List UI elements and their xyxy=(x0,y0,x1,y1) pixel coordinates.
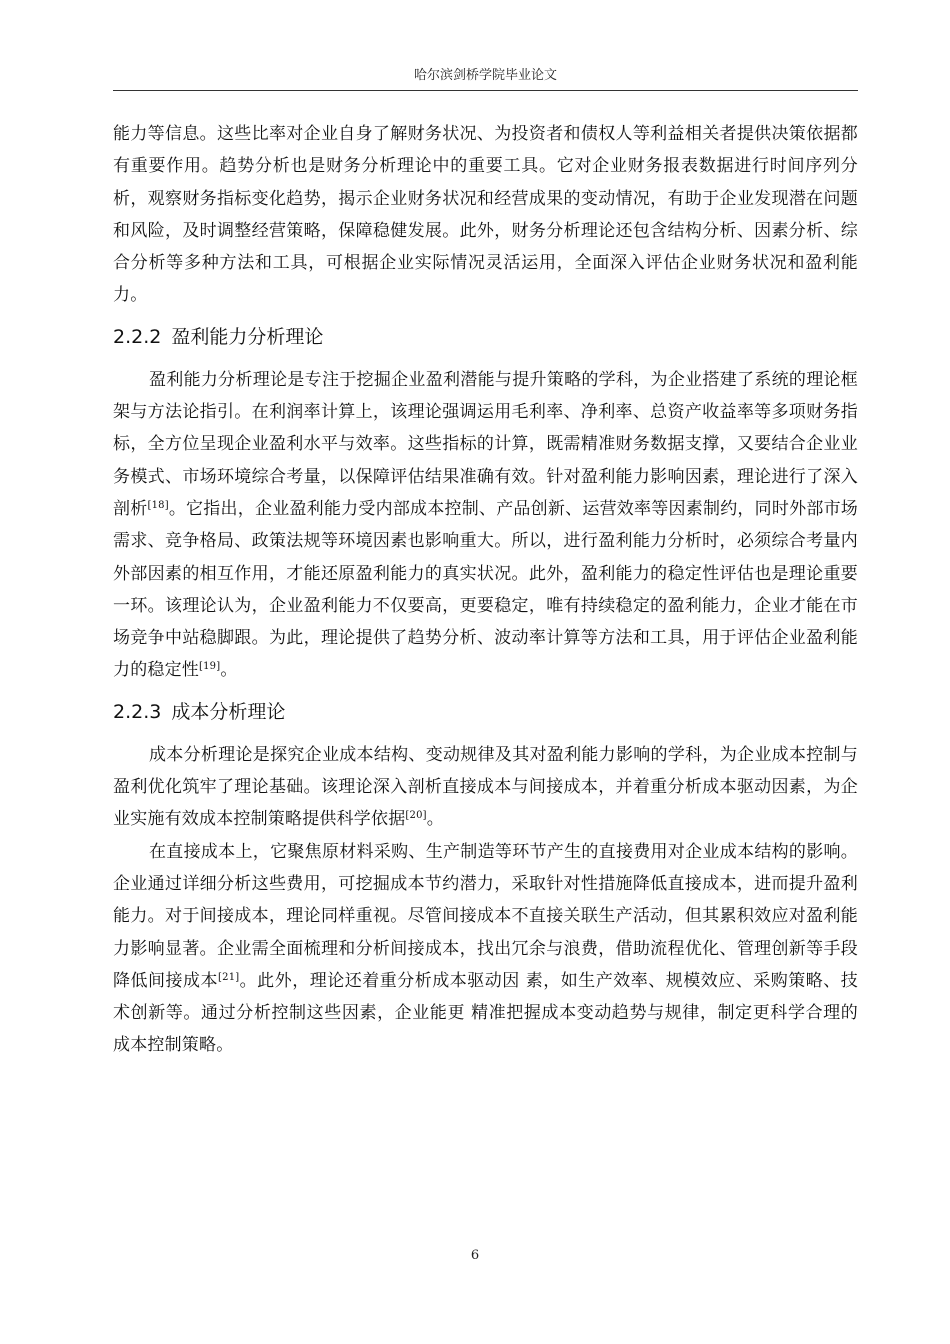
paragraph-text: 。 xyxy=(426,809,444,830)
section-title: 成本分析理论 xyxy=(171,700,286,723)
paragraph-text: 。此外，理论还着重分析成本驱动因 素，如生产效率、规模效应、采购策略、技术创新等。通过分析控制这些因素，企业能更 精准把握成本变动趋势与规律，制定更科学合理的成本控制策略。 xyxy=(113,970,858,1056)
page-number-text: 6 xyxy=(470,1248,480,1263)
paragraph-text: 。 xyxy=(220,660,238,681)
page-header xyxy=(113,66,858,91)
paragraph-cost-theory-detail xyxy=(113,836,858,1062)
section-heading-2-2-3 xyxy=(113,687,858,739)
citation-21: [21] xyxy=(218,971,240,983)
header-title: 哈尔滨剑桥学院毕业论文 xyxy=(413,68,557,83)
paragraph-financial-analysis-continued xyxy=(113,118,858,312)
paragraph-text: 在直接成本上，它聚焦原材料采购、生产制造等环节产生的直接费用对企业成本结构的影响。企业通过详细分析这些费用，可挖掘成本节约潜力，采取针对性措施降低直接成本，进而提升盈利能力。对于间接成本，理论同样重视。尽管间接成本不直接关联生产活动，但其累积效应对盈利能力影响显著。企业需全面梳理和分析间接成本，找出冗余与浪费，借助流程优化、管理创新等手段降低间接成本 xyxy=(113,841,858,991)
citation-19: [19] xyxy=(199,661,221,673)
section-title: 盈利能力分析理论 xyxy=(171,325,324,348)
paragraph-text: 盈利能力分析理论是专注于挖掘企业盈利潜能与提升策略的学科，为企业搭建了系统的理论框架与方法论指引。在利润率计算上，该理论强调运用毛利率、净利率、总资产收益率等多项财务指标，全方位呈现企业盈利水平与效率。这些指标的计算，既需精准财务数据支撑，又要结合企业业务模式、市场环境综合考量，以保障评估结果准确有效。针对盈利能力影响因素，理论进行了深入剖析 xyxy=(113,369,858,519)
paragraph-text: 能力等信息。这些比率对企业自身了解财务状况、为投资者和债权人等利益相关者提供决策依据都有重要作用。趋势分析也是财务分析理论中的重要工具。它对企业财务报表数据进行时间序列分析，观察财务指标变化趋势，揭示企业财务状况和经营成果的变动情况，有助于企业发现潜在问题和风险，及时调整经营策略，保障稳健发展。此外，财务分析理论还包含结构分析、因素分析、综合分析等多种方法和工具，可根据企业实际情况灵活运用，全面深入评估企业财务状况和盈利能力。 xyxy=(113,124,858,306)
page-number xyxy=(0,1248,950,1263)
paragraph-text: 成本分析理论是探究企业成本结构、变动规律及其对盈利能力影响的学科，为企业成本控制与盈利优化筑牢了理论基础。该理论深入剖析直接成本与间接成本，并着重分析成本驱动因素，为企业实施有效成本控制策略提供科学依据 xyxy=(113,744,858,830)
document-body xyxy=(113,118,858,1062)
citation-20: [20] xyxy=(405,810,427,822)
paragraph-cost-theory-intro xyxy=(113,739,858,836)
section-number: 2.2.3 xyxy=(113,700,162,723)
citation-18: [18] xyxy=(147,499,169,511)
paragraph-text: 。它指出，企业盈利能力受内部成本控制、产品创新、运营效率等因素制约，同时外部市场需求、竞争格局、政策法规等环境因素也影响重大。所以，进行盈利能力分析时，必须综合考量内外部因素的相互作用，才能还原盈利能力的真实状况。此外，盈利能力的稳定性评估也是理论重要一环。该理论认为，企业盈利能力不仅要高，更要稳定，唯有持续稳定的盈利能力，企业才能在市场竞争中站稳脚跟。为此，理论提供了趋势分析、波动率计算等方法和工具，用于评估企业盈利能力的稳定性 xyxy=(113,498,859,681)
paragraph-profitability-theory xyxy=(113,364,858,687)
section-heading-2-2-2 xyxy=(113,312,858,364)
section-number: 2.2.2 xyxy=(113,325,162,348)
